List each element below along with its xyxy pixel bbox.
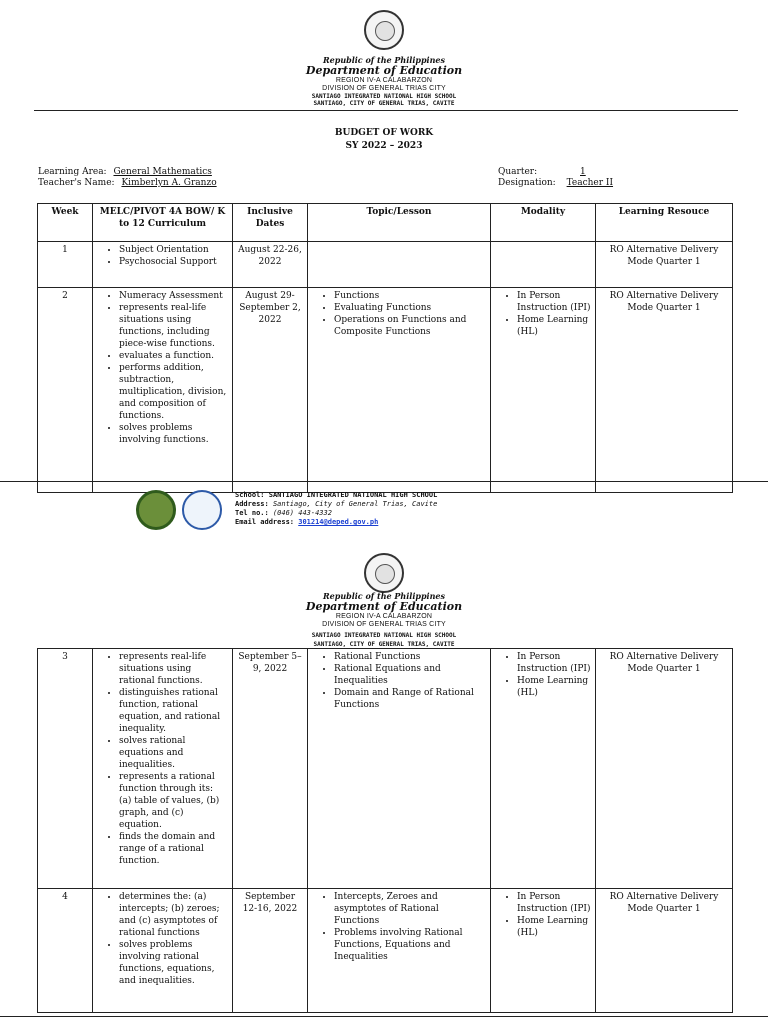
school-name-label: SANTIAGO INTEGRATED NATIONAL HIGH SCHOOL bbox=[311, 93, 457, 100]
footer-tel-value: (046) 443-4332 bbox=[272, 509, 332, 517]
week-cell: 1 bbox=[38, 242, 93, 288]
budget-of-work-table-continued bbox=[37, 648, 733, 1013]
topic-cell bbox=[308, 649, 491, 889]
document-title: BUDGET OF WORK bbox=[334, 128, 434, 138]
list-item: • Numeracy Assessment bbox=[119, 290, 228, 302]
designation-value: Teacher II bbox=[566, 178, 614, 188]
dates-cell: August 29-September 2, 2022 bbox=[233, 288, 308, 493]
division-label: DIVISION OF GENERAL TRIAS CITY bbox=[322, 621, 446, 628]
header-resource: Learning Resouce bbox=[596, 204, 733, 242]
footer-tel-label: Tel no.: bbox=[235, 509, 269, 517]
table-header-row bbox=[38, 204, 733, 242]
dates-cell: August 22-26, 2022 bbox=[233, 242, 308, 288]
list-item: • Functions bbox=[334, 290, 486, 302]
list-item: • finds the domain and range of a rational function. bbox=[119, 831, 228, 867]
school-address-label: SANTIAGO, CITY OF GENERAL TRIAS, CAVITE bbox=[313, 641, 455, 648]
footer-divider bbox=[0, 481, 768, 482]
week-cell: 2 bbox=[38, 288, 93, 493]
division-label: DIVISION OF GENERAL TRIAS CITY bbox=[322, 85, 446, 92]
teacher-name-label: Teacher's Name: bbox=[38, 178, 115, 188]
list-item: • Intercepts, Zeroes and asymptotes of Rational Functions bbox=[334, 891, 486, 927]
list-item: • Operations on Functions and Composite Functions bbox=[334, 314, 486, 338]
footer-divider bbox=[0, 1016, 768, 1017]
list-item: • Domain and Range of Rational Functions bbox=[334, 687, 486, 711]
modality-cell bbox=[491, 242, 596, 288]
header-week: Week bbox=[38, 204, 93, 242]
week-cell: 4 bbox=[38, 889, 93, 1013]
list-item: • represents a rational function through its: (a) table of values, (b) graph, and (c) equation. bbox=[119, 771, 228, 831]
teacher-name-value: Kimberlyn A. Granzo bbox=[121, 178, 217, 188]
modality-cell bbox=[491, 288, 596, 493]
school-logo-icon bbox=[136, 490, 176, 530]
republic-label: Republic of the Philippines bbox=[322, 591, 445, 601]
header-divider bbox=[34, 110, 738, 111]
quarter-row bbox=[498, 167, 586, 177]
footer-contact bbox=[235, 491, 705, 527]
list-item: • Problems involving Rational Functions, Equations and Inequalities bbox=[334, 927, 486, 963]
melc-cell bbox=[93, 649, 233, 889]
footer-address-label: Address: bbox=[235, 500, 269, 508]
department-label: Department of Education bbox=[305, 600, 463, 613]
list-item: • Subject Orientation bbox=[119, 244, 228, 256]
list-item: • Home Learning (HL) bbox=[517, 314, 591, 338]
budget-of-work-table bbox=[37, 203, 733, 493]
teacher-name-row bbox=[38, 178, 217, 188]
list-item: • In Person Instruction (IPI) bbox=[517, 651, 591, 675]
school-name-label: SANTIAGO INTEGRATED NATIONAL HIGH SCHOOL bbox=[311, 632, 457, 639]
designation-label: Designation: bbox=[498, 178, 556, 188]
list-item: • solves problems involving functions. bbox=[119, 422, 228, 446]
melc-cell bbox=[93, 242, 233, 288]
list-item: • represents real-life situations using rational functions. bbox=[119, 651, 228, 687]
list-item: • Evaluating Functions bbox=[334, 302, 486, 314]
footer-email-label: Email address: bbox=[235, 518, 295, 526]
region-label: REGION IV-A CALABARZON bbox=[335, 77, 433, 84]
list-item: • Psychosocial Support bbox=[119, 256, 228, 268]
melc-cell bbox=[93, 288, 233, 493]
region-label: REGION IV-A CALABARZON bbox=[335, 613, 433, 620]
resource-cell: RO Alternative Delivery Mode Quarter 1 bbox=[596, 288, 733, 493]
footer-school-label: School: bbox=[235, 491, 265, 499]
republic-label: Republic of the Philippines bbox=[322, 55, 445, 65]
list-item: • In Person Instruction (IPI) bbox=[517, 290, 591, 314]
modality-cell bbox=[491, 889, 596, 1013]
designation-row bbox=[498, 178, 613, 188]
quarter-value: 1 bbox=[580, 167, 586, 177]
deped-seal-icon bbox=[364, 10, 404, 50]
deped-matatag-logo-icon bbox=[182, 490, 222, 530]
list-item: • represents real-life situations using functions, including piece-wise functions. bbox=[119, 302, 228, 350]
school-address-label: SANTIAGO, CITY OF GENERAL TRIAS, CAVITE bbox=[313, 100, 455, 107]
header-dates: Inclusive Dates bbox=[233, 204, 308, 242]
school-year: SY 2022 – 2023 bbox=[345, 141, 423, 151]
dates-cell: September 12-16, 2022 bbox=[233, 889, 308, 1013]
list-item: • Rational Equations and Inequalities bbox=[334, 663, 486, 687]
topic-cell bbox=[308, 242, 491, 288]
quarter-label: Quarter: bbox=[498, 167, 538, 177]
topic-cell bbox=[308, 889, 491, 1013]
resource-cell: RO Alternative Delivery Mode Quarter 1 bbox=[596, 889, 733, 1013]
table-row bbox=[38, 649, 733, 889]
list-item: • solves rational equations and inequalities. bbox=[119, 735, 228, 771]
learning-area-row bbox=[38, 167, 212, 177]
table-row bbox=[38, 889, 733, 1013]
table-row bbox=[38, 242, 733, 288]
header-melc: MELC/PIVOT 4A BOW/ K to 12 Curriculum bbox=[93, 204, 233, 242]
header-modality: Modality bbox=[491, 204, 596, 242]
list-item: • Home Learning (HL) bbox=[517, 675, 591, 699]
list-item: • distinguishes rational function, rational equation, and rational inequality. bbox=[119, 687, 228, 735]
modality-cell bbox=[491, 649, 596, 889]
footer-address-value: Santiago, City of General Trias, Cavite bbox=[272, 500, 438, 508]
footer-email-link[interactable]: 301214@deped.gov.ph bbox=[298, 518, 379, 526]
footer-school-value: SANTIAGO INTEGRATED NATIONAL HIGH SCHOOL bbox=[268, 491, 438, 499]
department-label: Department of Education bbox=[305, 64, 463, 77]
dates-cell: September 5– 9, 2022 bbox=[233, 649, 308, 889]
resource-cell: RO Alternative Delivery Mode Quarter 1 bbox=[596, 649, 733, 889]
learning-area-label: Learning Area: bbox=[38, 167, 107, 177]
list-item: • Home Learning (HL) bbox=[517, 915, 591, 939]
deped-seal-icon bbox=[364, 553, 404, 593]
list-item: • determines the: (a) intercepts; (b) zeroes; and (c) asymptotes of rational functions bbox=[119, 891, 228, 939]
topic-cell bbox=[308, 288, 491, 493]
list-item: • performs addition, subtraction, multiplication, division, and composition of functions. bbox=[119, 362, 228, 422]
header-topic: Topic/Lesson bbox=[308, 204, 491, 242]
melc-cell bbox=[93, 889, 233, 1013]
list-item: • Rational Functions bbox=[334, 651, 486, 663]
learning-area-value: General Mathematics bbox=[113, 167, 212, 177]
table-row bbox=[38, 288, 733, 493]
list-item: • evaluates a function. bbox=[119, 350, 228, 362]
list-item: • solves problems involving rational functions, equations, and inequalities. bbox=[119, 939, 228, 987]
list-item: • In Person Instruction (IPI) bbox=[517, 891, 591, 915]
week-cell: 3 bbox=[38, 649, 93, 889]
resource-cell: RO Alternative Delivery Mode Quarter 1 bbox=[596, 242, 733, 288]
